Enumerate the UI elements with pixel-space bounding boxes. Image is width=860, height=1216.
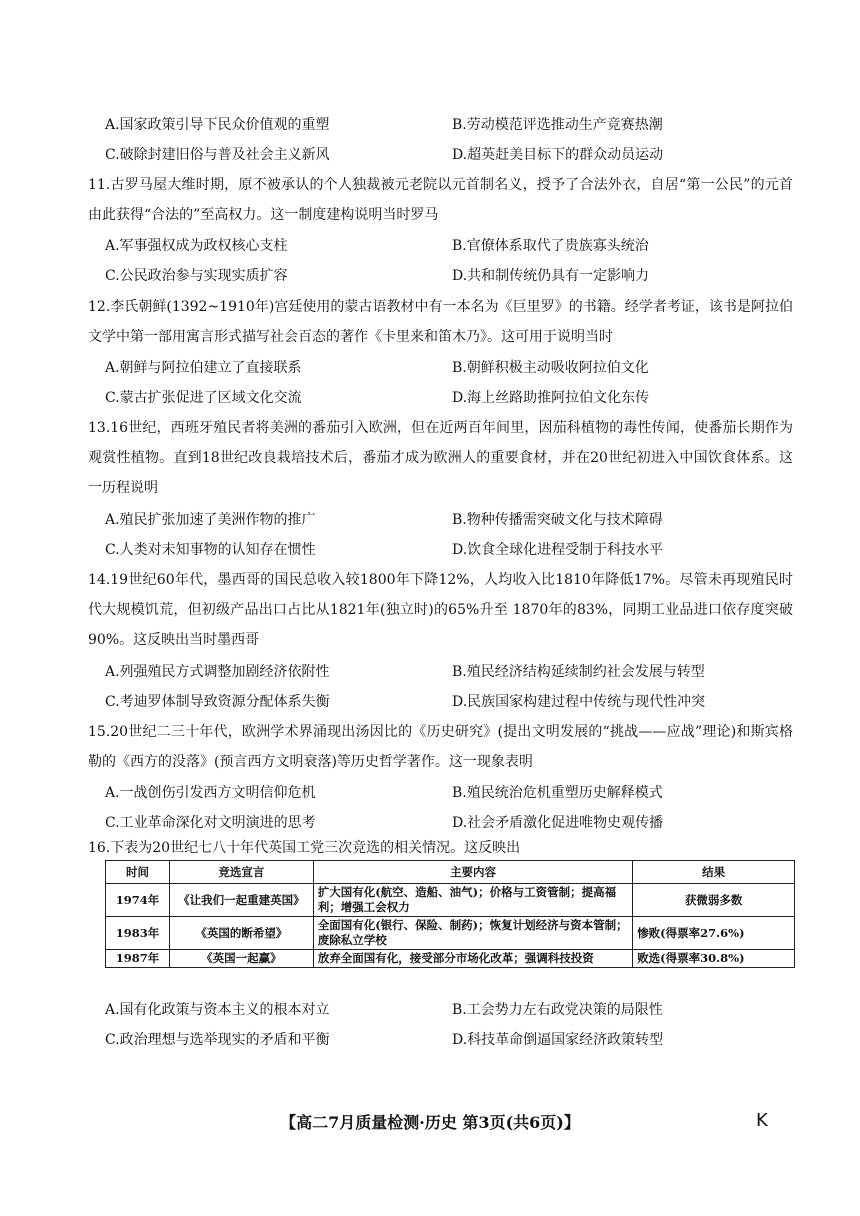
table-cell-year: 1974年 xyxy=(106,884,170,917)
q16-options xyxy=(105,1000,805,1060)
table-cell-content: 全面国有化(银行、保险、制药)；恢复计划经济与资本管制；废除私立学校 xyxy=(313,917,632,950)
q11-option-b: B.官僚体系取代了贵族寡头统治 xyxy=(452,238,649,254)
q10-option-b: B.劳动模范评选推动生产竞赛热潮 xyxy=(452,117,663,133)
page-footer: 【高二7月质量检测·历史 第3页(共6页)】 xyxy=(280,1113,580,1132)
question-13 xyxy=(88,413,793,503)
question-stem: 11.古罗马屋大维时期，原不被承认的个人独裁被元老院以元首制名义，授予了合法外衣，自居“第一公民”的元首由此获得“合法的”至高权力。这一制度建构说明当时罗马 xyxy=(88,177,793,223)
q13-option-b: B.物种传播需突破文化与技术障碍 xyxy=(452,512,663,528)
q15-option-d: D.社会矛盾激化促进唯物史观传播 xyxy=(452,815,664,831)
question-stem: 16.下表为20世纪七八十年代英国工党三次竞选的相关情况。这反映出 xyxy=(88,840,521,856)
q12-option-c: C.蒙古扩张促进了区域文化交流 xyxy=(105,390,302,406)
q14-option-b: B.殖民经济结构延续制约社会发展与转型 xyxy=(452,664,705,680)
question-14 xyxy=(88,565,793,655)
q12-option-d: D.海上丝路助推阿拉伯文化东传 xyxy=(452,390,650,406)
q15-option-b: B.殖民统治危机重塑历史解释模式 xyxy=(452,785,663,801)
table-cell-result: 惨败(得票率27.6%) xyxy=(633,917,795,950)
q13-option-c: C.人类对未知事物的认知存在惯性 xyxy=(105,542,316,558)
q16-option-c: C.政治理想与选举现实的矛盾和平衡 xyxy=(105,1032,330,1048)
table-cell-content: 扩大国有化(航空、造船、油气)；价格与工资管制；提高福利；增强工会权力 xyxy=(313,884,632,917)
q10-option-a: A.国家政策引导下民众价值观的重塑 xyxy=(105,117,330,133)
q14-option-c: C.考迪罗体制导致资源分配体系失衡 xyxy=(105,694,330,710)
table-header-row xyxy=(106,861,795,884)
q13-options xyxy=(105,510,805,570)
q15-option-a: A.一战创伤引发西方文明信仰危机 xyxy=(105,785,316,801)
q11-options xyxy=(105,236,805,296)
table-cell-result: 败选(得票率30.8%) xyxy=(633,950,795,968)
corner-mark: K xyxy=(756,1110,768,1131)
q12-option-a: A.朝鲜与阿拉伯建立了直接联系 xyxy=(105,360,302,376)
q14-options xyxy=(105,662,805,722)
table-row xyxy=(106,917,795,950)
question-stem: 14.19世纪60年代，墨西哥的国民总收入较1800年下降12%，人均收入比1810年降低17%。尽管未再现殖民时代大规模饥荒，但初级产品出口占比从1821年(独立时)的65%升至 1870年的83%，同期工业品进口依存度突破90%。这反映出当时墨西哥 xyxy=(88,572,793,648)
q10-option-d: D.超英赶美目标下的群众动员运动 xyxy=(452,147,664,163)
q16-option-b: B.工会势力左右政党决策的局限性 xyxy=(452,1002,663,1018)
table-header: 竞选宣言 xyxy=(169,861,313,884)
q10-option-c: C.破除封建旧俗与普及社会主义新风 xyxy=(105,147,330,163)
q12-option-b: B.朝鲜积极主动吸收阿拉伯文化 xyxy=(452,360,649,376)
table-cell-manifesto: 《英国的断希望》 xyxy=(169,917,313,950)
table-cell-year: 1983年 xyxy=(106,917,170,950)
question-stem: 13.16世纪，西班牙殖民者将美洲的番茄引入欧洲，但在近两百年间里，因茄科植物的毒性传闻，使番茄长期作为观赏性植物。直到18世纪改良栽培技术后，番茄才成为欧洲人的重要食材，并在20世纪初进入中国饮食体系。这一历程说明 xyxy=(88,420,793,496)
q11-option-c: C.公民政治参与实现实质扩容 xyxy=(105,268,288,284)
table-header: 结果 xyxy=(633,861,795,884)
table-row xyxy=(106,950,795,968)
q14-option-a: A.列强殖民方式调整加剧经济依附性 xyxy=(105,664,330,680)
question-stem: 15.20世纪二三十年代，欧洲学术界涌现出汤因比的《历史研究》(提出文明发展的“挑战——应战”理论)和斯宾格勒的《西方的没落》(预言西方文明衰落)等历史哲学著作。这一现象表明 xyxy=(88,724,793,770)
question-16 xyxy=(88,838,793,858)
q13-option-d: D.饮食全球化进程受制于科技水平 xyxy=(452,542,664,558)
q11-option-a: A.军事强权成为政权核心支柱 xyxy=(105,238,288,254)
question-12 xyxy=(88,292,793,352)
q16-option-d: D.科技革命倒逼国家经济政策转型 xyxy=(452,1032,664,1048)
q12-options xyxy=(105,358,805,418)
q13-option-a: A.殖民扩张加速了美洲作物的推广 xyxy=(105,512,316,528)
q14-option-d: D.民族国家构建过程中传统与现代性冲突 xyxy=(452,694,706,710)
table-row xyxy=(106,884,795,917)
question-11 xyxy=(88,170,793,230)
table-cell-manifesto: 《让我们一起重建英国》 xyxy=(169,884,313,917)
table-cell-year: 1987年 xyxy=(106,950,170,968)
table-header: 时间 xyxy=(106,861,170,884)
table-cell-manifesto: 《英国一起赢》 xyxy=(169,950,313,968)
table-cell-result: 获微弱多数 xyxy=(633,884,795,917)
q15-option-c: C.工业革命深化对文明演进的思考 xyxy=(105,815,316,831)
table-cell-content: 放弃全面国有化，接受部分市场化改革；强调科技投资 xyxy=(313,950,632,968)
election-table xyxy=(105,860,795,968)
q10-options xyxy=(105,115,805,175)
q11-option-d: D.共和制传统仍具有一定影响力 xyxy=(452,268,650,284)
question-stem: 12.李氏朝鲜(1392~1910年)宫廷使用的蒙古语教材中有一本名为《巨里罗》的书籍。经学者考证，该书是阿拉伯文学中第一部用寓言形式描写社会百态的著作《卡里来和笛木乃》。这可用于说明当时 xyxy=(88,299,793,345)
question-15 xyxy=(88,717,793,777)
table-header: 主要内容 xyxy=(313,861,632,884)
q16-option-a: A.国有化政策与资本主义的根本对立 xyxy=(105,1002,330,1018)
q15-options xyxy=(105,783,805,843)
